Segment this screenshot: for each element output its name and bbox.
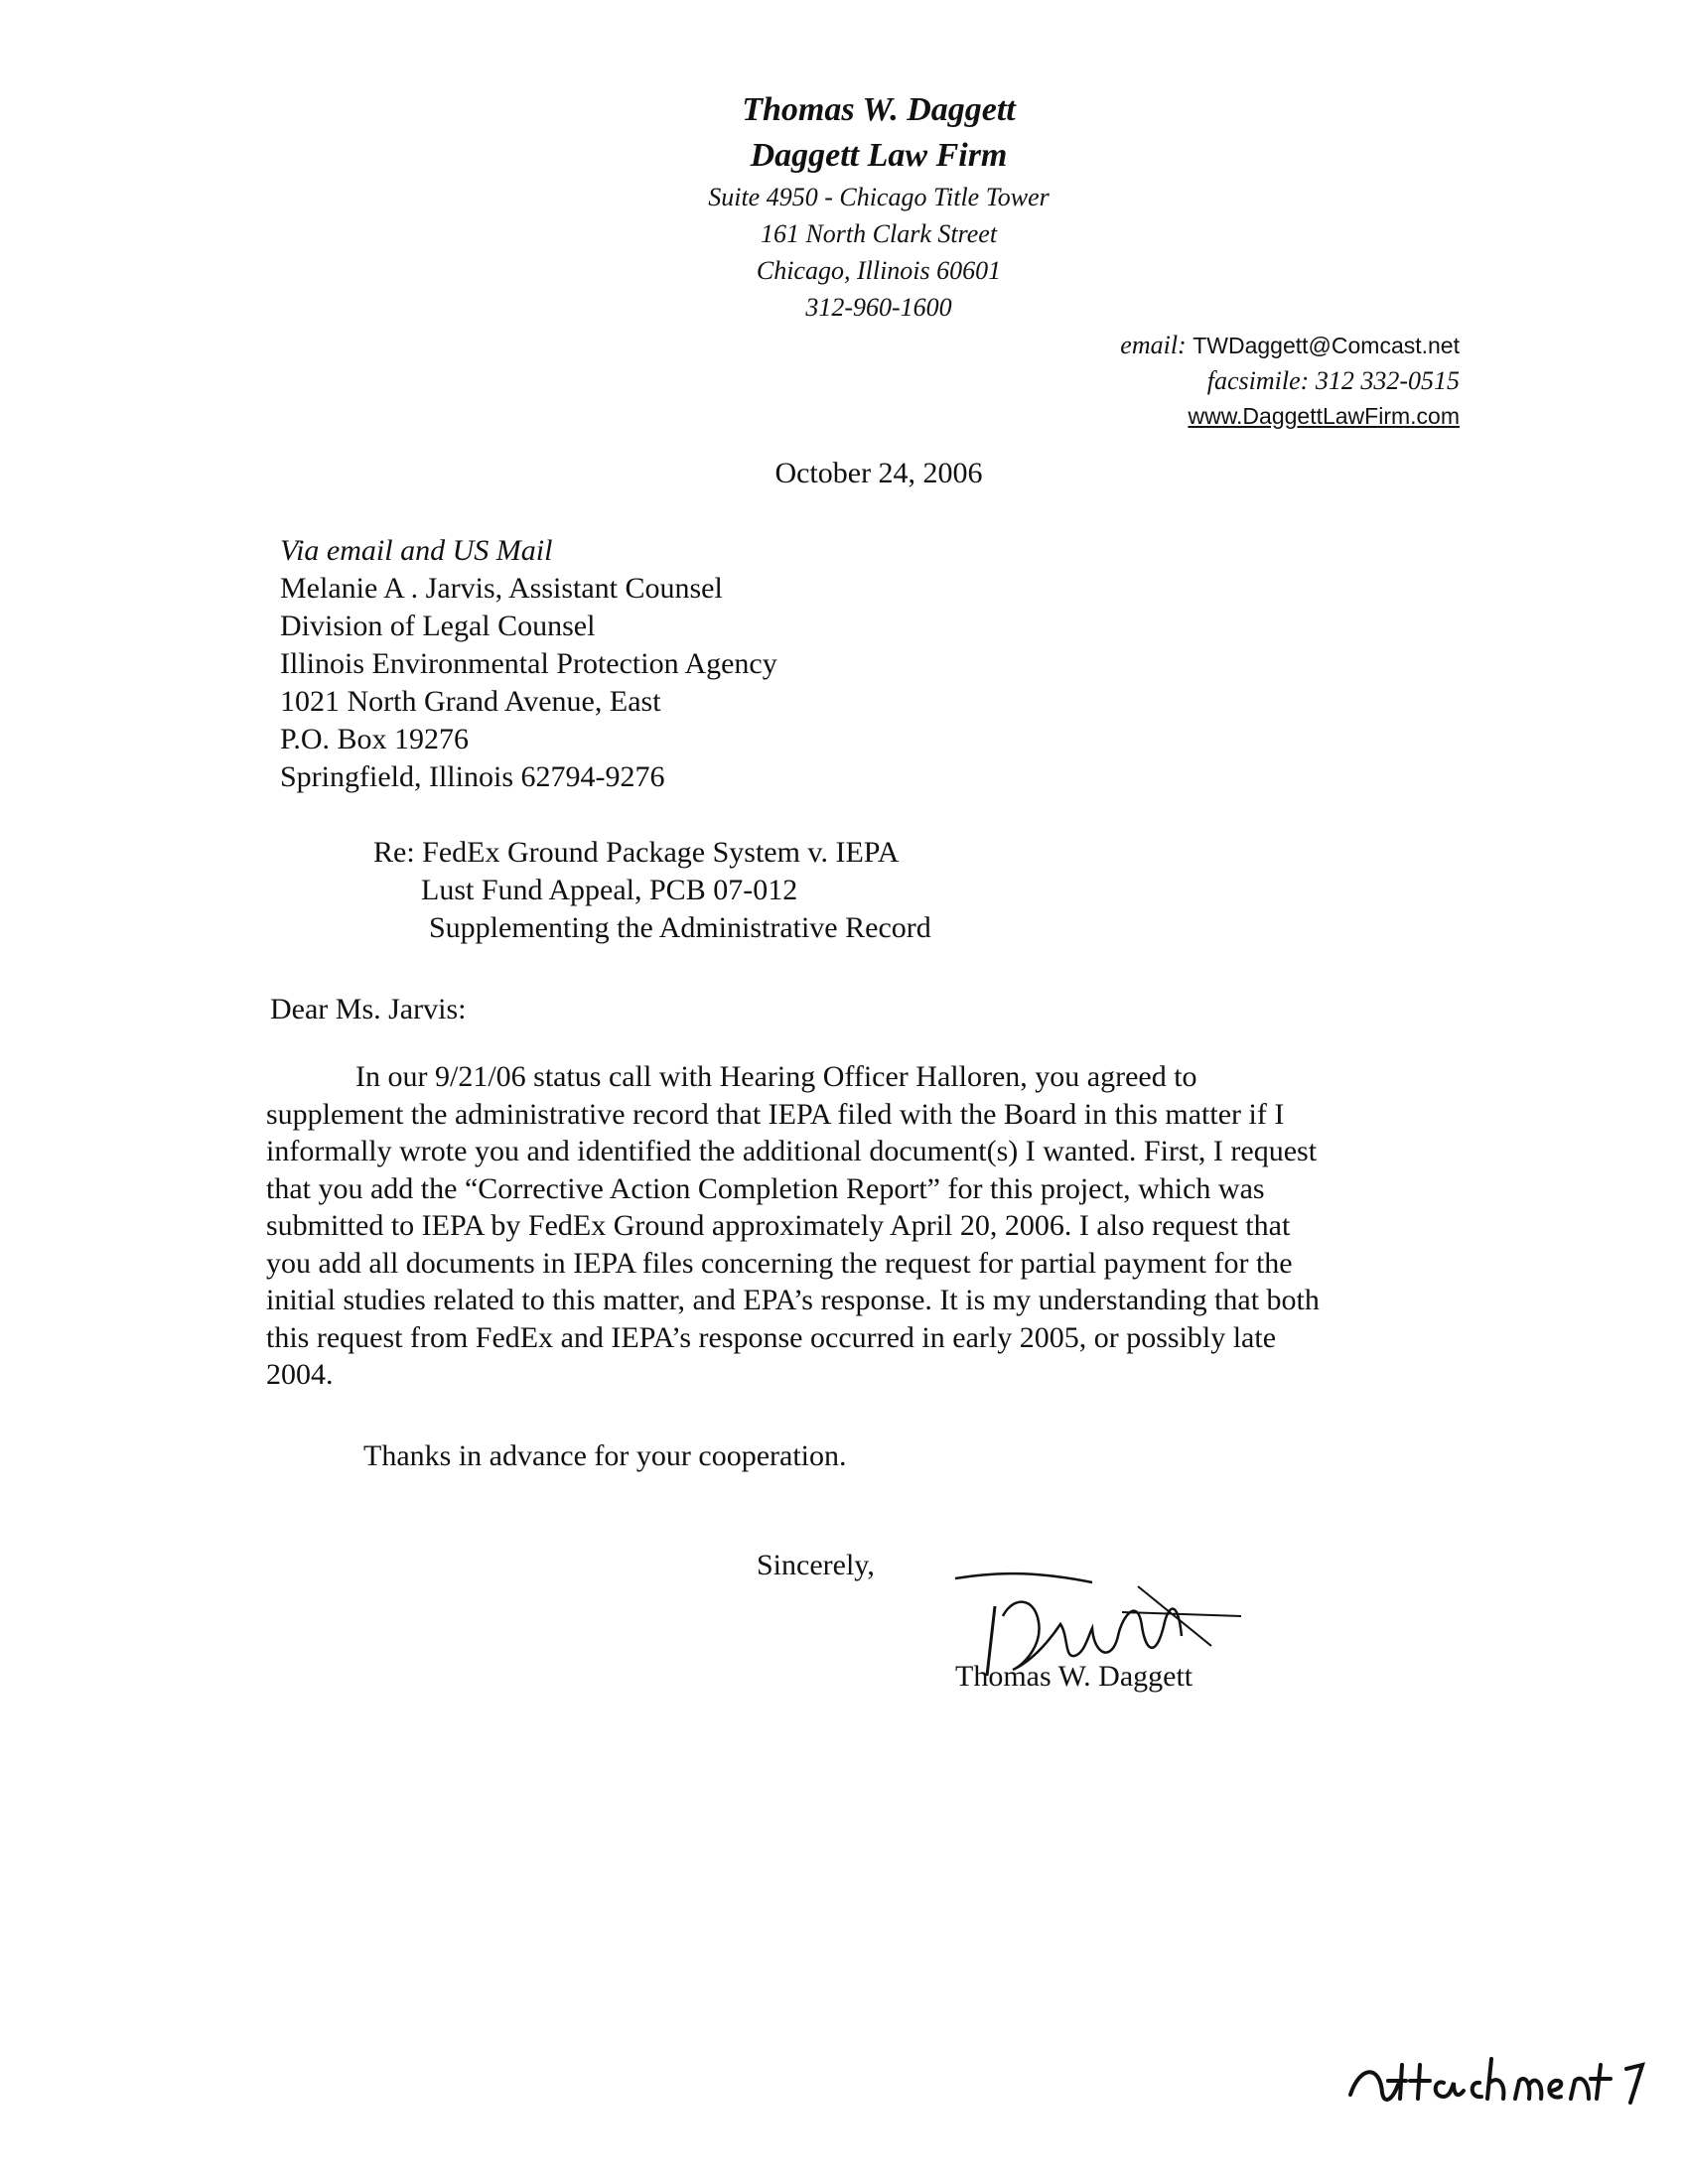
thanks-line: Thanks in advance for your cooperation.: [363, 1439, 847, 1472]
body-line: submitted to IEPA by FedEx Ground approximately April 20, 2006. I also request that: [266, 1209, 1291, 1242]
email-row: [1120, 328, 1460, 363]
email-label: email:: [1120, 331, 1187, 359]
letterhead-address-line1: Suite 4950 - Chicago Title Tower: [708, 183, 1050, 211]
letterhead-phone: 312-960-1600: [805, 293, 952, 322]
website-row: [1120, 398, 1460, 434]
re-line-1: Re: FedEx Ground Package System v. IEPA: [373, 836, 900, 869]
salutation: Dear Ms. Jarvis:: [270, 993, 467, 1025]
body-line: In our 9/21/06 status call with Hearing Officer Halloren, you agreed to: [355, 1060, 1197, 1093]
website-link[interactable]: www.DaggettLawFirm.com: [1188, 403, 1460, 429]
fax-number: 312 332-0515: [1315, 366, 1460, 395]
delivery-method: Via email and US Mail: [280, 534, 553, 567]
letterhead-address-line3: Chicago, Illinois 60601: [756, 256, 1002, 285]
body-line: you add all documents in IEPA files concerning the request for partial payment for the: [266, 1246, 1293, 1280]
body-paragraph: [266, 1058, 1458, 1394]
fax-label: facsimile:: [1206, 366, 1310, 395]
signer-name: Thomas W. Daggett: [955, 1660, 1193, 1693]
attachment-stamp: [1340, 2035, 1658, 2115]
recipient-line: 1021 North Grand Avenue, East: [280, 685, 661, 718]
body-line: initial studies related to this matter, and EPA’s response. It is my understanding that both: [266, 1284, 1320, 1316]
body-line: informally wrote you and identified the additional document(s) I wanted. First, I request: [266, 1135, 1318, 1167]
fax-row: [1120, 363, 1460, 398]
recipient-line: Illinois Environmental Protection Agency: [280, 647, 777, 680]
recipient-line: Springfield, Illinois 62794-9276: [280, 760, 665, 793]
re-block: [373, 834, 931, 947]
recipient-line: P.O. Box 19276: [280, 723, 470, 755]
body-line: 2004.: [266, 1358, 334, 1391]
letterhead-firm: Daggett Law Firm: [750, 137, 1008, 174]
body-line: supplement the administrative record that IEPA filed with the Board in this matter if I: [266, 1097, 1285, 1131]
recipient-block: [280, 532, 777, 796]
email-address[interactable]: TWDaggett@Comcast.net: [1193, 333, 1460, 358]
recipient-line: Division of Legal Counsel: [280, 610, 596, 642]
contact-block: [1120, 328, 1460, 434]
body-line: that you add the “Corrective Action Completion Report” for this project, which was: [266, 1171, 1265, 1205]
re-line-3: Supplementing the Administrative Record: [429, 911, 931, 944]
closing: Sincerely,: [757, 1549, 875, 1581]
letter-date: October 24, 2006: [774, 457, 983, 489]
letterhead: [0, 87, 1684, 326]
letterhead-name: Thomas W. Daggett: [742, 91, 1016, 128]
body-line: this request from FedEx and IEPA’s response occurred in early 2005, or possibly late: [266, 1320, 1277, 1354]
recipient-line: Melanie A . Jarvis, Assistant Counsel: [280, 572, 723, 605]
re-line-2: Lust Fund Appeal, PCB 07-012: [421, 874, 798, 906]
letterhead-address-line2: 161 North Clark Street: [760, 219, 998, 248]
